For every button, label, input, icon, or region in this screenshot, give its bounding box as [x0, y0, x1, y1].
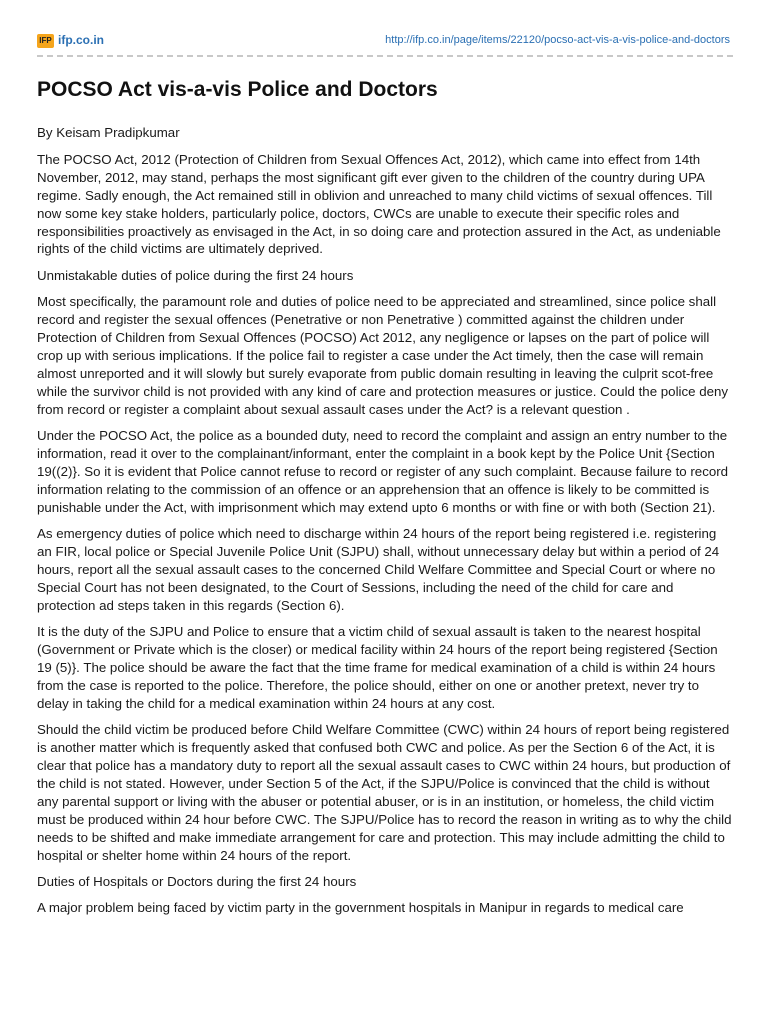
paragraph: As emergency duties of police which need to discharge within 24 hours of the report being registered i.e. registering an FIR, local police or Special Juvenile Police Unit (SJPU) shall, without unnecessary delay but within a period of 24 hours, report all the sexual assault cases to the concerned Child Welfare Committee and Special Court or where no Special Court has not been designated, to the Court of Sessions, including the need of the child for care and protection ad steps taken in this regards (Section 6).: [37, 526, 720, 613]
paragraph: A major problem being faced by victim party in the government hospitals in Manipur in regards to medical care: [37, 900, 684, 916]
paragraph-intro: The POCSO Act, 2012 (Protection of Children from Sexual Offences Act, 2012), which came into effect from 14th November, 2012, may stand, perhaps the most significant gift ever given to the children of the country during UPA regime. Sadly enough, the Act remained still in oblivion and unreached to many child victims of sexual offences. Till now some key stake holders, particularly police, doctors, CWCs are unable to execute their specific roles and responsibilities proactively as envisaged in the Act, in so doing care and protection assured in the Act, as undeniable rights of the child victims are ultimately deprived.: [37, 151, 721, 257]
paragraph: Under the POCSO Act, the police as a bounded duty, need to record the complaint and assign an entry number to the information, read it over to the complainant/informant, enter the complaint in a book kept by the Police Unit {Section 19((2)}. So it is evident that Police cannot refuse to record or register of any such complaint. Because failure to record information relating to the commission of an offence or an apprehension that an offence is likely to be committed is punishable under the Act, with imprisonment which may extend upto 6 months or with fine or with both (Section 21).: [37, 428, 729, 515]
site-name-link[interactable]: ifp.co.in: [58, 33, 104, 47]
ifp-logo-icon[interactable]: IFP: [37, 34, 54, 48]
article-url-link[interactable]: http://ifp.co.in/page/items/22120/pocso-act-vis-a-vis-police-and-doctors: [385, 34, 730, 46]
header-divider: [37, 55, 733, 57]
article-title: POCSO Act vis-a-vis Police and Doctors: [37, 78, 438, 101]
paragraph: Should the child victim be produced before Child Welfare Committee (CWC) within 24 hours of report being registered is another matter which is frequently asked that confused both CWC and police. As per the Section 6 of the Act, it is clear that police has a mandatory duty to report all the sexual assault cases to CWC within 24 hours, but production of the child is not stated. However, under Section 5 of the Act, if the SJPU/Police is convinced that the child is without any parental support or living with the abuser or potential abuser, or is in an institution, or homeless, the child victim must be produced within 24 hour before CWC. The SJPU/Police has to record the reason in writing as to why the child needs to be shifted and make immediate arrangement for care and protection. This may include admitting the child to hospital or shelter home within 24 hours of the report.: [37, 722, 732, 863]
section-heading-police: Unmistakable duties of police during the first 24 hours: [37, 267, 354, 283]
article-byline: By Keisam Pradipkumar: [37, 125, 180, 140]
section-heading-doctors: Duties of Hospitals or Doctors during the first 24 hours: [37, 873, 357, 889]
page-header: [0, 0, 768, 56]
article-body: [37, 124, 733, 926]
paragraph: Most specifically, the paramount role and duties of police need to be appreciated and streamlined, since police shall record and register the sexual offences (Penetrative or non Penetrative ) committed against the children under Protection of Children from Sexual Offences (POCSO) Act 2012, any negligence or lapses on the part of police will crop up with serious implications. If the police fail to register a case under the Act timely, then the case will remain almost unreported and it will slowly but surely evaporate from public domain resulting in leaving the culprit scot-free while the survivor child is not provided with any kind of care and protection measures or justice. Could the police deny from record or register a complaint about sexual assault cases under the Act? is a relevant question .: [37, 294, 729, 417]
paragraph: It is the duty of the SJPU and Police to ensure that a victim child of sexual assault is taken to the nearest hospital (Government or Private which is the closer) or medical facility within 24 hours of the report being registered {Section 19 (5)}. The police should be aware the fact that the time frame for medical examination of a child is within 24 hours from the case is reported to the police. Therefore, the police should, either on one or another pretext, never try to delay in taking the child for a medical examination within 24 hours at any cost.: [37, 624, 718, 711]
